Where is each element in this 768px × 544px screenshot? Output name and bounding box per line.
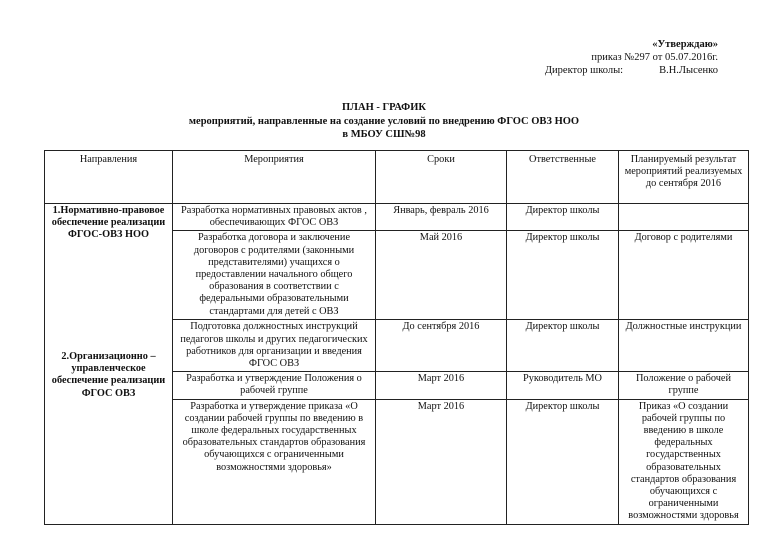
header-terms: Сроки [376,151,507,204]
term-cell: Март 2016 [376,399,507,524]
activity-cell: Разработка договора и заключение договоров с родителями (законными представителями) учащихся о предоставлении начального общего образования в соответствии с федеральными образовательными стандартами для детей с ОВЗ [173,231,376,320]
title-line-3: в МБОУ СШ№98 [342,129,426,140]
result-cell: Договор с родителями [619,231,749,320]
header-activities: Мероприятия [173,151,376,204]
responsible-cell: Директор школы [507,231,619,320]
result-cell [619,204,749,231]
term-cell: Март 2016 [376,372,507,399]
approval-name: В.Н.Лысенко [659,65,718,76]
approval-position: Директор школы: [544,65,624,76]
approval-signature [478,64,718,77]
term-cell: До сентября 2016 [376,320,507,372]
activity-cell: Разработка и утверждение Положения о рабочей группе [173,372,376,399]
result-cell: Должностные инструкции [619,320,749,372]
title-line-1: ПЛАН - ГРАФИК [342,102,426,113]
header-directions: Направления [45,151,173,204]
activity-cell: Разработка и утверждение приказа «О создании рабочей группы по введению в школе федеральных государственных образовательных стандартов образования обучающихся с ограниченными возможностями здоровья» [173,399,376,524]
document-title [0,101,768,142]
table-header-row [45,151,749,204]
responsible-cell: Директор школы [507,320,619,372]
title-line-2: мероприятий, направленные на создание условий по внедрению ФГОС ОВЗ НОО [188,115,580,127]
direction-1: 1.Нормативно-правовое обеспечение реализации ФГОС-ОВЗ НОО [51,205,166,241]
plan-table [44,150,749,525]
term-cell: Январь, февраль 2016 [376,204,507,231]
table-row [45,204,749,231]
activity-cell: Подготовка должностных инструкций педагогов школы и других педагогических работников для организации и введения ФГОС ОВЗ [173,320,376,372]
responsible-cell: Директор школы [507,204,619,231]
header-responsible: Ответственные [507,151,619,204]
result-cell: Приказ «О создании рабочей группы по введению в школе федеральных государственных образовательных стандартов образования обучающихся с ограниченными возможностями здоровья [619,399,749,524]
result-cell: Положение о рабочей группе [619,372,749,399]
header-result: Планируемый результат мероприятий реализуемых до сентября 2016 [619,151,749,204]
approval-order: приказ №297 от 05.07.2016г. [591,52,718,63]
responsible-cell: Директор школы [507,399,619,524]
direction-cell [45,204,173,525]
activity-cell: Разработка нормативных правовых актов , обеспечивающих ФГОС ОВЗ [173,204,376,231]
term-cell: Май 2016 [376,231,507,320]
direction-2: 2.Организационно – управленческое обеспечение реализации ФГОС ОВЗ [51,351,166,399]
approval-title: «Утверждаю» [652,39,718,50]
approval-block [478,38,718,77]
responsible-cell: Руководитель МО [507,372,619,399]
